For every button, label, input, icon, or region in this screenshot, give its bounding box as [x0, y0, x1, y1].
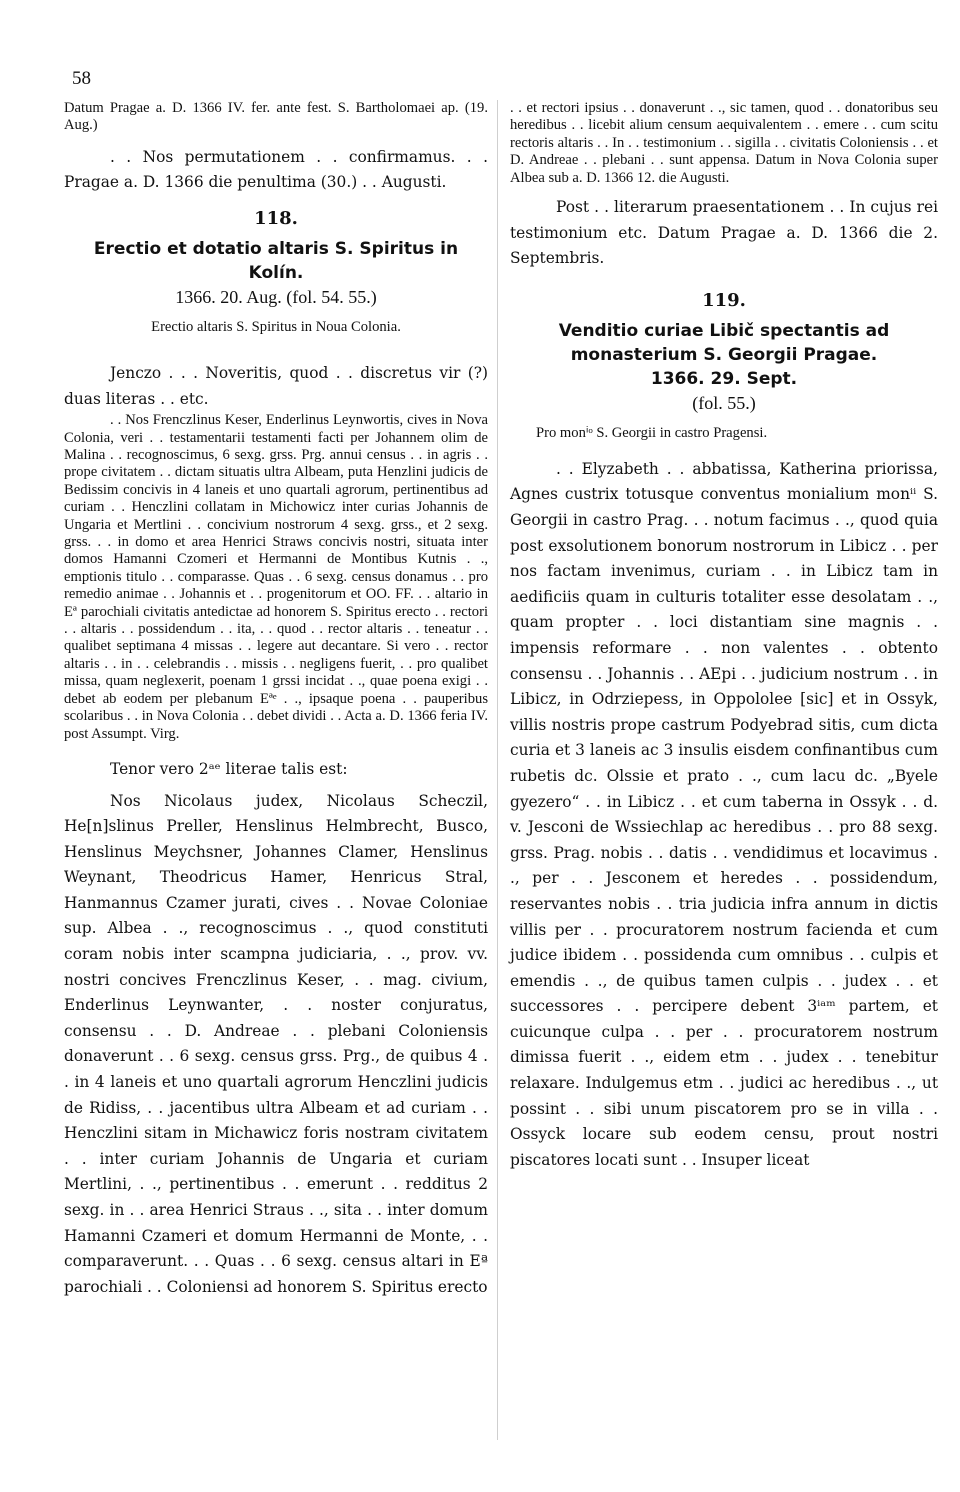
paragraph-sale: . . Elyzabeth . . abbatissa, Katherina priorissa, Agnes custrix totusque conventus monialium monⁱⁱ S. Georgii in castro Prag. . . notum facimus . ., quod quia post exsolutionem bonorum nostrorum in Libicz . . per nos factam invenimus, curiam . . in Libicz tam in aedificiis quam in culturis totaliter esse desolatam . ., quam propter . . loci distantiam sine magnis . . impensis reformare . . non valentes . . obtento consensu . . Johannis . . AEpi . . judicium nostrum . . in Libicz, in Odrziepess, in Oppololee [sic] et in Ossyk, villis nostris prope castrum Podyebrad sitis, cum dicta curia et 3 laneis ac 3 insulis eisdem confinantibus cum rubetis dc. Olssie et prato . ., cum lacu dc. „Byele gyezero“ . . in Libicz . . et cum taberna in Ossyk . . d. v. Jesconi de Wssiechlap ac heredibus . . pro 88 sexg. grss. Prag. nobis . . datis . . vendidimus et locavimus . ., per . . Jesconem et heredes . . possidendum, reservantes nobis . . tria judicia infra annum in dictis villis per . . procuratorem nostrum facienda et cum judice ibidem . . possidenda cum omnibus . . culpis et emendis . ., de quibus tamen culpis . . judex . . et successores . . percipere debent 3ⁱᵃᵐ partem, et cuicunque culpa . . per . . procuratorem nostrum dimissa fuerit . ., eidem etm . . judex . . tenebitur relaxare. Indulgemus etm . . judici ac heredibus . ., ut possint . . sibi unum piscatorem pro se in villa . . Ossyck locare sub eodem censu, prout nostri piscatores locati sunt . . Insuper liceat	[510, 459, 938, 1169]
continued-text: . . et rectori ipsius . . donaverunt . ., sic tamen, quod . . donatoribus seu heredibus . . licebit alium censum aequivalentem . . emere . . cum scitu rectoris altaris . . In . . testimonium . . sigilla . . civitatis Coloniensis . . et D. Andreae . . plebani . . sunt appensa. Datum in Nova Colonia super Albea sub a. D. 1366 12. die Augusti.	[510, 100, 938, 186]
paragraph-post: Post . . literarum praesentationem . . In cujus rei testimonium etc. Datum Pragae a. D. 1366 die 2. Septembris.	[510, 198, 938, 268]
document-source-119: (fol. 55.)	[692, 392, 756, 413]
document-title-119: Venditio curiae Libič spectantis ad monasterium S. Georgii Pragae.	[558, 320, 890, 365]
paragraph-charter: . . Nos Frenczlinus Keser, Enderlinus Leynwortis, cives in Nova Colonia, veri . . testamentarii testamenti facti per Johannem olim de Malina . . recognoscimus, 6 sexg. grss. Prg. annui census . . in agris . . prope civitatem . . dictam situatis ultra Albeam, puta Henzlini judicis de Bedissim concivis in 4 laneis et uno quartali agrorum, pertinentibus ad curiam . . Henczlini collatam in Michowicz inter curias Johannis de Ungaria et Mertlini . . concivium nostrorum 4 sexg. grss., et 2 sexg. grss. . . in domo et area Henrici Straws concivis nostri, situata inter domos Hamanni Czomeri et Hermanni de Montibus Kutnis . ., emptionis titulo . . comparasse. Quas . . 6 sexg. census donamus . . pro remedio animae . . Johannis et . . progenitorum et OO. FF. . . altario in Eª parochiali civitatis antedictae ad honorem S. Spiritus erecto . . rectori . . altaris . . possidendum . . ita, . . quod . . rector altaris . . teneatur . . qualibet septimana 4 missas . . legere aut decantare. Si vero . . rector altaris . . in . . celebrandis . . missis . . negligens fuerit, . . pro qualibet missa, quam neglexerit, poenam 1 grssi incidat . ., quae poena exigi . . debet ab eodem per plebanum Eªᵉ . ., ipsaque poena . . pauperibus scolaribus . . in Nova Colonia . . debet dividi . . Acta a. D. 1366 feria IV. post Assumpt. Virg.	[64, 412, 488, 742]
document-title-118: Erectio et dotatio altaris S. Spiritus in Kolín.	[93, 239, 459, 283]
document-rubric-119: Pro monⁱᵒ S. Georgii in castro Pragensi.	[536, 424, 768, 441]
document-number-119: 119.	[702, 289, 746, 311]
paragraph-second-letter: Nos Nicolaus judex, Nicolaus Scheczil, He[n]slinus Preller, Henslinus Helmbrecht, Busco, Henslinus Meychsner, Johannes Clamer, Henslinus Weynant, Theodricus Hamer, Henricus Stral, Hanmannus Czamer jurati, cives . . Novae Coloniae sup. Albea . ., recognoscimus . ., quod constituti coram nobis inter scampna judiciaria, . ., prov. vv. nostri concives Frenczlinus Keser, . . mag. civium, Enderlinus Leynwanter, . . noster conjuratus, consensu . . D. Andreae . . plebani Coloniensis donaverunt . . 6 sexg. census grss. Prg., de quibus 4 . . in 4 laneis et uno quartali agrorum Henczlini judicis de Ridiss, . . jacentibus ultra Albeam et ad curiam . . Henczlini sitam in Michawicz foris nostram civitatem . . inter curiam Johannis de Ungaria et curiam Mertlini, . ., pertinentibus . . emerunt . . redditus 2 sexg. in . . area Henrici Straus . ., sita . . inter domum Hamanni Czameri et domum Hermanni de Monte, . . comparaverunt. . . Quas . . 6 sexg. census altari in Eª parochiali . . Coloniensi ad honorem S. Spiritus erecto	[64, 791, 488, 1296]
right-column	[510, 100, 938, 1173]
document-rubric-118: Erectio altaris S. Spiritus in Noua Colonia.	[151, 319, 401, 335]
document-source-118: 1366. 20. Aug. (fol. 54. 55.)	[175, 287, 377, 307]
column-divider	[497, 100, 498, 1440]
paragraph-opening: Jenczo . . . Noveritis, quod . . discretus vir (?) duas literas . . etc.	[64, 364, 488, 408]
document-number-118: 118.	[254, 208, 298, 229]
document-date-119: 1366. 29. Sept.	[650, 368, 798, 389]
previous-document-text: . . Nos permutationem . . confirmamus. . . Pragae a. D. 1366 die penultima (30.) . . Augusti.	[64, 147, 488, 192]
page-number: 58	[72, 68, 91, 89]
left-column	[64, 100, 488, 1300]
paragraph-tenor: Tenor vero 2ᵃᵉ literae talis est:	[110, 759, 348, 778]
previous-document-date: Datum Pragae a. D. 1366 IV. fer. ante fest. S. Bartholomaei ap. (19. Aug.)	[64, 100, 488, 134]
